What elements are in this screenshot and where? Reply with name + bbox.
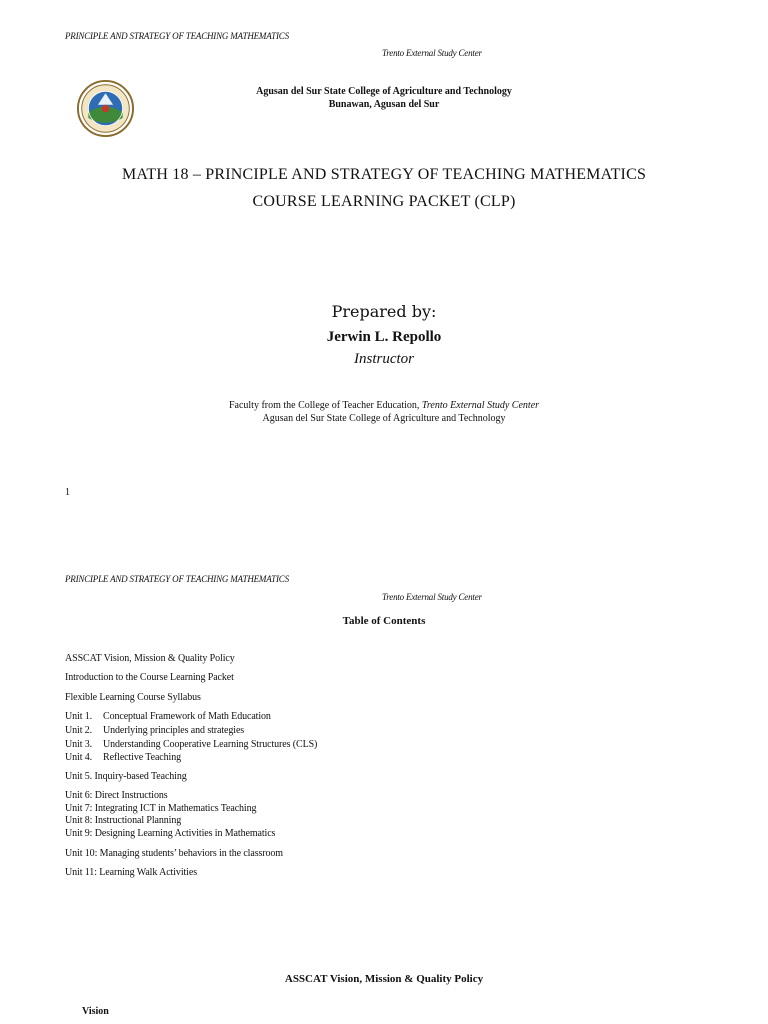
toc-item-label: Conceptual Framework of Math Education	[103, 711, 271, 722]
toc-item[interactable]	[65, 739, 317, 750]
toc-item[interactable]: Introduction to the Course Learning Packet	[65, 672, 234, 683]
document-title: MATH 18 – PRINCIPLE AND STRATEGY OF TEACHING MATHEMATICS	[121, 166, 647, 183]
toc-item[interactable]	[65, 752, 181, 763]
running-header-center: Trento External Study Center	[382, 48, 482, 58]
toc-item[interactable]: ASSCAT Vision, Mission & Quality Policy	[65, 653, 235, 664]
toc-item-label: Inquiry-based Teaching	[94, 771, 187, 782]
toc-item[interactable]	[65, 711, 271, 722]
vision-label: Vision	[82, 1006, 109, 1017]
faculty-line-prefix: Faculty from the College of Teacher Education,	[228, 400, 422, 411]
toc-item-number: Unit 4.	[65, 752, 93, 763]
toc-item-number: Unit 5.	[65, 771, 93, 782]
prepared-by-label: Prepared by:	[331, 302, 437, 321]
author-name: Jerwin L. Repollo	[326, 329, 442, 345]
toc-item[interactable]: Unit 7: Integrating ICT in Mathematics Teaching	[65, 803, 257, 814]
section-heading: ASSCAT Vision, Mission & Quality Policy	[284, 973, 484, 985]
faculty-line-center: Trento External Study Center	[421, 400, 540, 411]
institution-name: Agusan del Sur State College of Agriculture and Technology	[256, 86, 512, 97]
institution-address: Bunawan, Agusan del Sur	[328, 99, 440, 110]
running-header-center-p2: Trento External Study Center	[382, 592, 482, 602]
toc-item-label: Reflective Teaching	[103, 752, 182, 763]
toc-item[interactable]: Unit 10: Managing students’ behaviors in the classroom	[65, 848, 283, 859]
toc-item[interactable]	[65, 725, 244, 736]
toc-item[interactable]: Unit 8: Instructional Planning	[65, 815, 182, 826]
toc-heading: Table of Contents	[342, 615, 426, 627]
toc-item-number: Unit 1.	[65, 711, 93, 722]
document-subtitle: COURSE LEARNING PACKET (CLP)	[252, 193, 516, 210]
toc-item[interactable]: Flexible Learning Course Syllabus	[65, 692, 201, 703]
toc-item[interactable]	[65, 771, 187, 782]
toc-item[interactable]: Unit 11: Learning Walk Activities	[65, 867, 197, 878]
toc-item[interactable]: Unit 6: Direct Instructions	[65, 790, 168, 801]
faculty-line	[0, 400, 768, 411]
page-number: 1	[65, 487, 70, 498]
toc-item-number: Unit 2.	[65, 725, 93, 736]
running-header-title: PRINCIPLE AND STRATEGY OF TEACHING MATHEMATICS	[65, 31, 289, 41]
toc-item-label: Understanding Cooperative Learning Structures (CLS)	[103, 739, 318, 750]
toc-item-label: Underlying principles and strategies	[103, 725, 245, 736]
toc-item-number: Unit 3.	[65, 739, 93, 750]
author-role: Instructor	[354, 351, 414, 367]
toc-item[interactable]: Unit 9: Designing Learning Activities in Mathematics	[65, 828, 276, 839]
running-header-title-p2: PRINCIPLE AND STRATEGY OF TEACHING MATHEMATICS	[65, 574, 289, 584]
faculty-institution: Agusan del Sur State College of Agriculture and Technology	[262, 413, 506, 424]
